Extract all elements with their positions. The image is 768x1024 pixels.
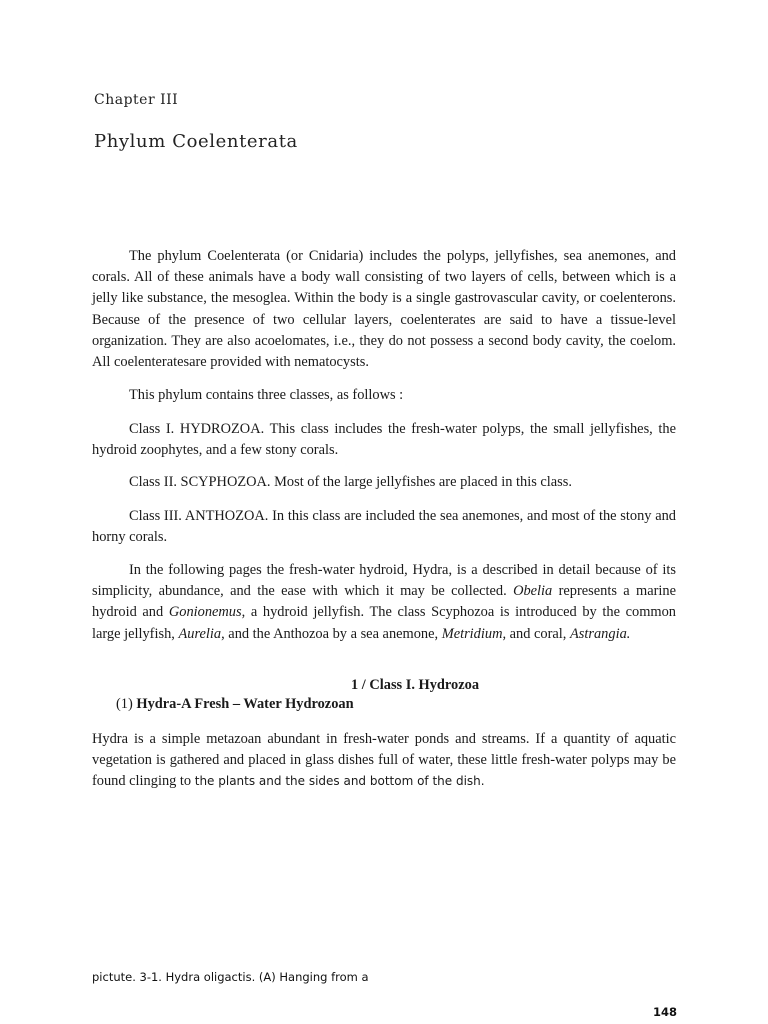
text-segment: Hydra is a simple metazoan abundant in fresh-water ponds and streams. If a quantity of aquatic vegetation is gathered and placed in glass dishes full of water, these little fresh-water polyps may be found clinging to — [92, 731, 676, 790]
following-pages-paragraph — [92, 560, 676, 645]
classes-intro-paragraph: This phylum contains three classes, as follows : — [129, 387, 404, 403]
class-anthozoa-paragraph: Class III. ANTHOZOA. In this class are included the sea anemones, and most of the stony and horny corals. — [92, 508, 676, 546]
text-segment: , and the Anthozoa by a sea anemone, — [221, 625, 442, 642]
class-hydrozoa-paragraph: Class I. HYDROZOA. This class includes the fresh-water polyps, the small jellyfishes, the hydroid zoophytes, and a few stony corals. — [92, 421, 676, 459]
text-segment: represents a marine hydroid and — [92, 583, 676, 621]
genus-aurelia: Aurelia — [178, 625, 222, 642]
hydra-paragraph — [92, 729, 676, 793]
subsection-number: (1) — [116, 696, 133, 712]
subsection-title: Hydra-A Fresh – Water Hydrozoan — [136, 696, 354, 712]
genus-astrangia: Astrangia. — [570, 625, 631, 642]
text-segment: , a hydroid jellyfish. The class Scyphozoa is introduced by the common large jellyfish, — [92, 604, 676, 642]
genus-gonionemus: Gonionemus — [168, 604, 242, 621]
text-segment: In the following pages the fresh-water hydroid, Hydra, is a described in detail because of its simplicity, abundance, and the ease with which it may be collected. — [92, 562, 676, 600]
text-segment: and coral, — [506, 625, 570, 642]
intro-paragraph: The phylum Coelenterata (or Cnidaria) includes the polyps, jellyfishes, sea anemones, and corals. All of these animals have a body wall consisting of two layers of cells, between which is a jelly like substance, the mesoglea. Within the body is a single gastrovascular cavity, or coelenterons. Because of the presence of two cellular layers, coelenterates are said to have a tissue-level organization. They are also acoelomates, i.e., they do not possess a second body cavity, the coelom. All coelenteratesare provided with nematocysts. — [92, 248, 676, 371]
text-segment-sans: the plants and the sides and bottom of the dish. — [194, 774, 485, 789]
figure-caption: pictute. 3-1. Hydra oligactis. (A) Hanging from a — [92, 970, 369, 984]
page-number: 148 — [653, 1005, 678, 1019]
genus-obelia: Obelia — [513, 583, 553, 600]
subsection-heading — [116, 696, 354, 713]
chapter-label: Chapter III — [94, 92, 179, 108]
chapter-title: Phylum Coelenterata — [94, 131, 298, 152]
genus-metridium: Metridium, — [441, 625, 507, 642]
section-heading: 1 / Class I. Hydrozoa — [350, 677, 480, 693]
class-scyphozoa-paragraph: Class II. SCYPHOZOA. Most of the large jellyfishes are placed in this class. — [129, 474, 572, 490]
